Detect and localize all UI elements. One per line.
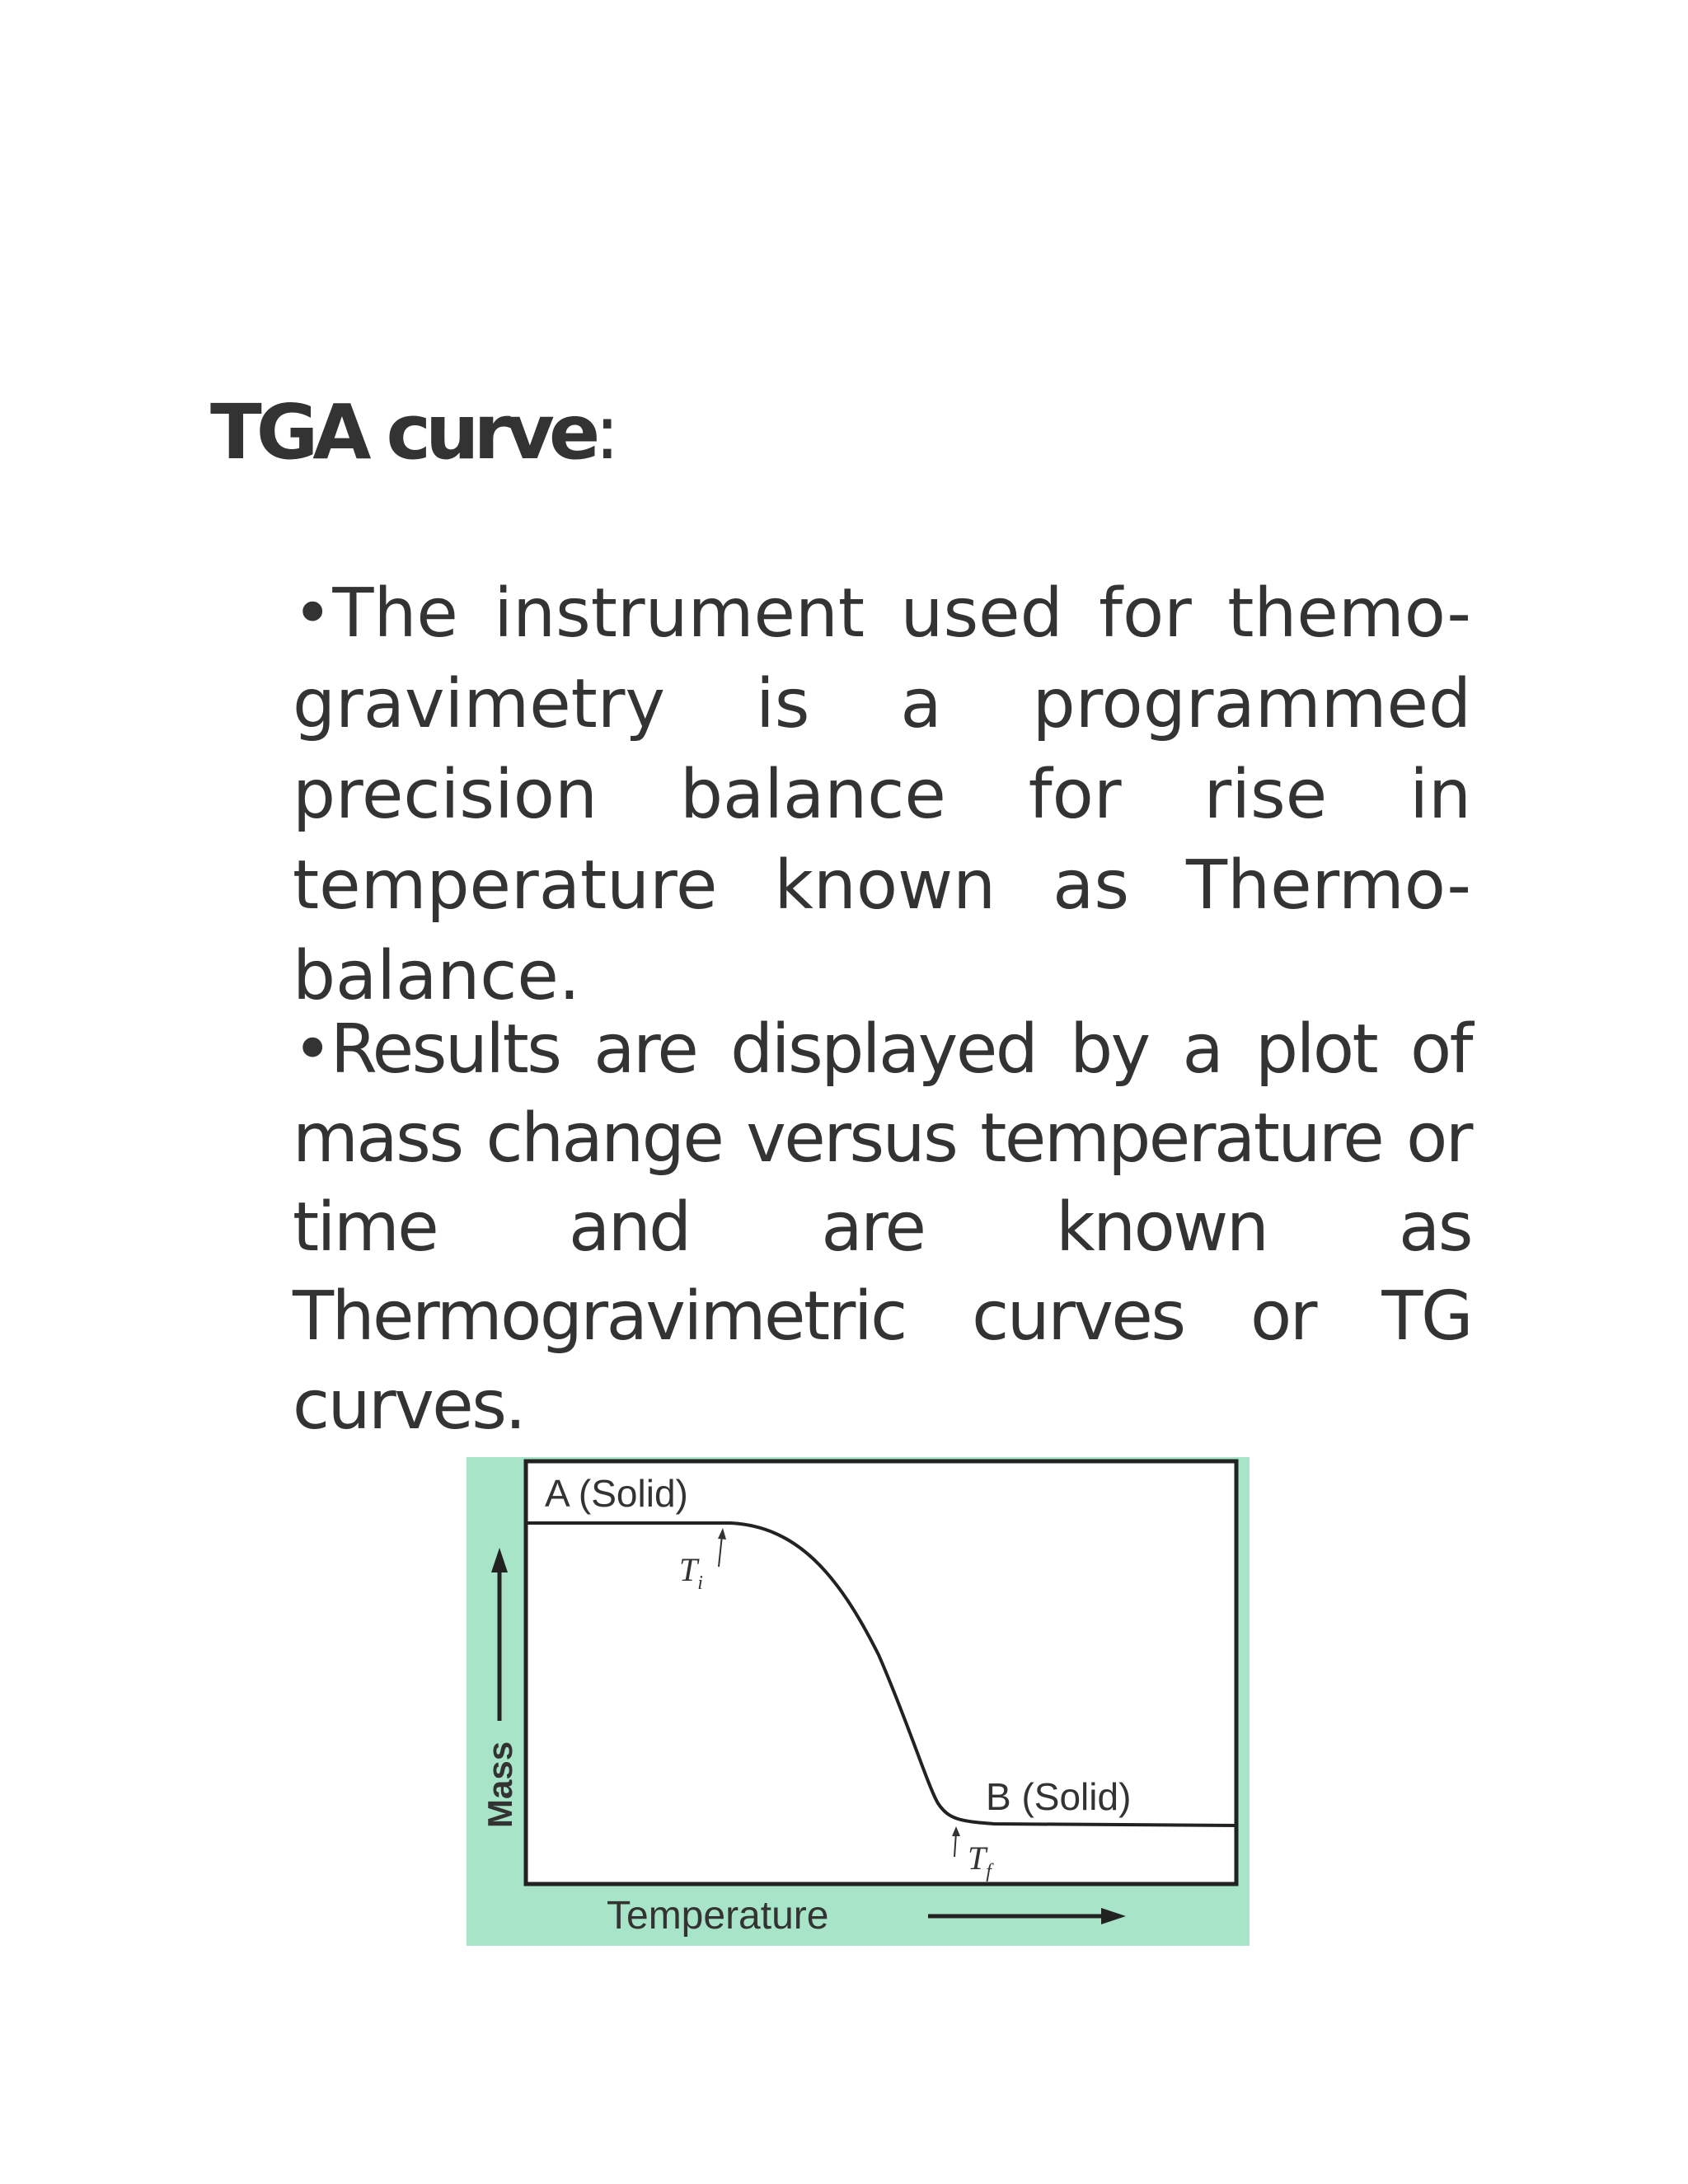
final-temperature-label: $T_f$ <box>968 1840 992 1882</box>
label-a-solid: A (Solid) <box>545 1472 688 1515</box>
y-axis-label: Mass <box>481 1741 519 1828</box>
section-heading-title: TGA curve <box>210 388 595 476</box>
section-heading-colon: : <box>594 388 621 476</box>
section-heading <box>210 387 620 478</box>
x-axis-label: Temperature <box>607 1894 829 1938</box>
tga-curve-figure <box>467 1457 1250 1946</box>
label-b-solid: B (Solid) <box>986 1775 1132 1818</box>
initial-temperature-label: $T_i$ <box>679 1551 703 1594</box>
bullet-paragraph-instrument: •The instrument used for themo-gravimetry is a programmed precision balance for rise in temperature known as Thermo-balance. <box>293 574 1471 1015</box>
bullet-paragraph-results: •Results are displayed by a plot of mass change versus temperature or time and are known as Thermogravimetric curves or TG curves. <box>293 1010 1471 1445</box>
